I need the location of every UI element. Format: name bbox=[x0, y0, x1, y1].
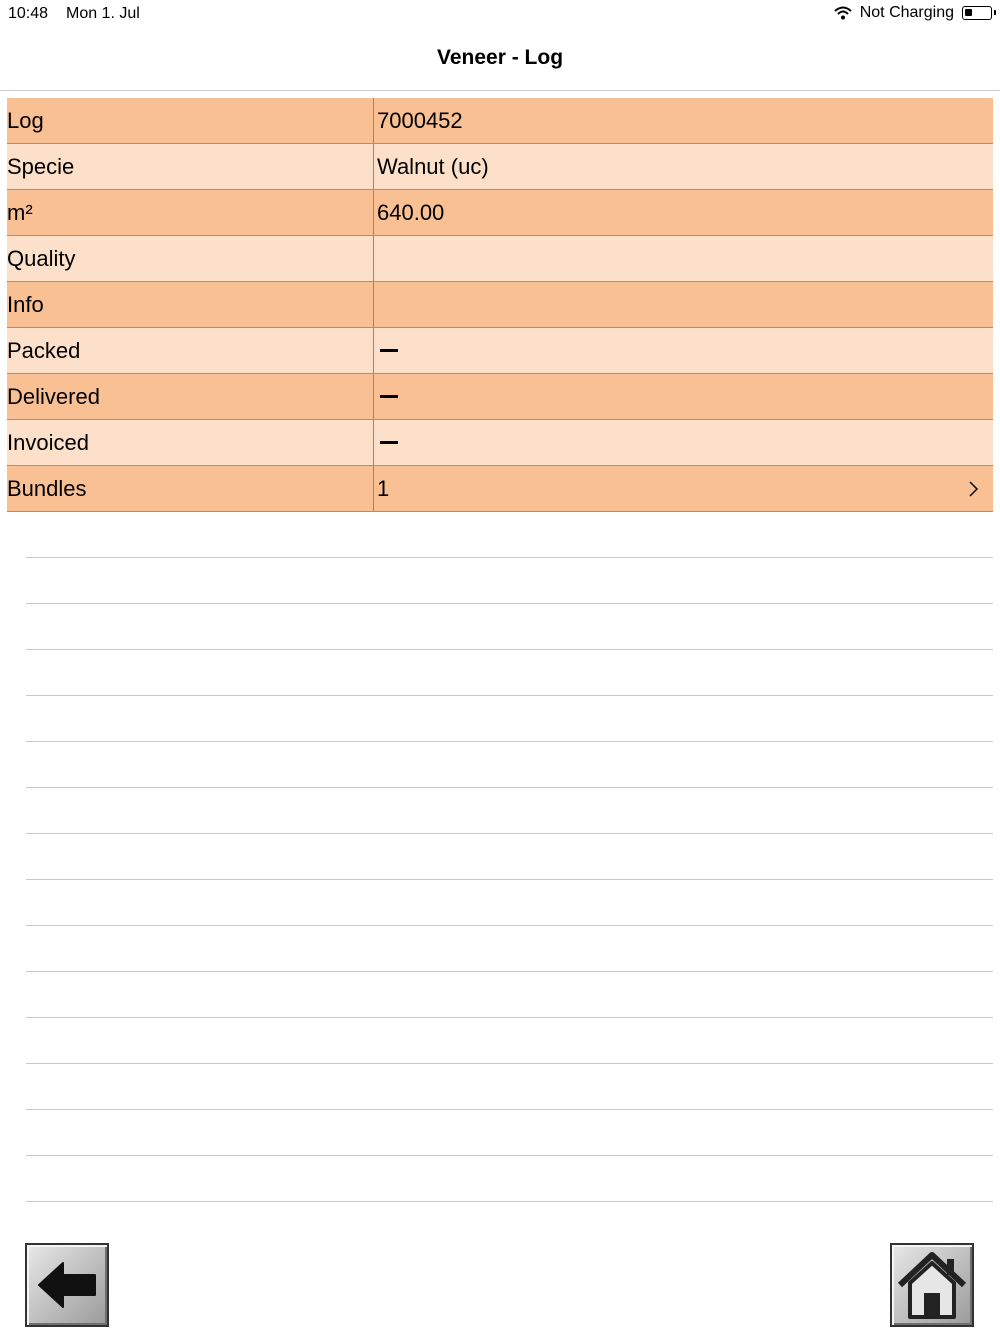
row-specie bbox=[7, 144, 993, 190]
back-button[interactable] bbox=[25, 1243, 109, 1327]
dash-icon bbox=[380, 441, 398, 444]
row-value bbox=[374, 328, 993, 373]
empty-row bbox=[26, 1156, 993, 1202]
home-icon bbox=[892, 1245, 972, 1325]
row-quality bbox=[7, 236, 993, 282]
status-date: Mon 1. Jul bbox=[66, 5, 140, 22]
empty-row bbox=[26, 1018, 993, 1064]
row-value bbox=[374, 466, 993, 511]
row-label: Info bbox=[7, 282, 374, 327]
row-invoiced bbox=[7, 420, 993, 466]
charging-status: Not Charging bbox=[859, 4, 954, 21]
row-packed bbox=[7, 328, 993, 374]
nav-bar bbox=[0, 28, 1000, 91]
page-title: Veneer - Log bbox=[436, 46, 564, 69]
empty-row bbox=[26, 834, 993, 880]
empty-list bbox=[26, 512, 993, 1202]
row-label: Quality bbox=[7, 236, 374, 281]
row-value: Walnut (uc) bbox=[377, 154, 489, 179]
bundles-count: 1 bbox=[377, 476, 390, 501]
detail-table bbox=[7, 98, 993, 512]
empty-row bbox=[26, 880, 993, 926]
row-label: Packed bbox=[7, 328, 374, 373]
dash-icon bbox=[380, 349, 398, 352]
empty-row bbox=[26, 926, 993, 972]
row-value bbox=[374, 374, 993, 419]
empty-row bbox=[26, 788, 993, 834]
row-area bbox=[7, 190, 993, 236]
row-delivered bbox=[7, 374, 993, 420]
row-value bbox=[374, 236, 993, 281]
empty-row bbox=[26, 512, 993, 558]
row-value bbox=[374, 420, 993, 465]
row-info bbox=[7, 282, 993, 328]
row-label: Delivered bbox=[7, 374, 374, 419]
row-value: 640.00 bbox=[377, 200, 445, 225]
row-value: 7000452 bbox=[377, 108, 463, 133]
row-label: Specie bbox=[7, 144, 374, 189]
chevron-right-icon bbox=[967, 481, 979, 497]
row-log bbox=[7, 98, 993, 144]
status-time: 10:48 bbox=[8, 5, 49, 22]
arrow-left-icon bbox=[27, 1245, 107, 1325]
empty-row bbox=[26, 972, 993, 1018]
empty-row bbox=[26, 650, 993, 696]
empty-row bbox=[26, 1110, 993, 1156]
battery-icon bbox=[962, 6, 992, 20]
row-label: Log bbox=[7, 98, 374, 143]
row-label: Invoiced bbox=[7, 420, 374, 465]
dash-icon bbox=[380, 395, 398, 398]
row-bundles[interactable] bbox=[7, 466, 993, 512]
status-right bbox=[834, 4, 992, 22]
wifi-icon bbox=[834, 6, 852, 20]
empty-row bbox=[26, 604, 993, 650]
empty-row bbox=[26, 696, 993, 742]
home-button[interactable] bbox=[890, 1243, 974, 1327]
row-label: Bundles bbox=[7, 466, 374, 511]
status-bar bbox=[0, 0, 1000, 28]
empty-row bbox=[26, 558, 993, 604]
row-label: m² bbox=[7, 190, 374, 235]
empty-row bbox=[26, 1064, 993, 1110]
empty-row bbox=[26, 742, 993, 788]
row-value bbox=[374, 282, 993, 327]
